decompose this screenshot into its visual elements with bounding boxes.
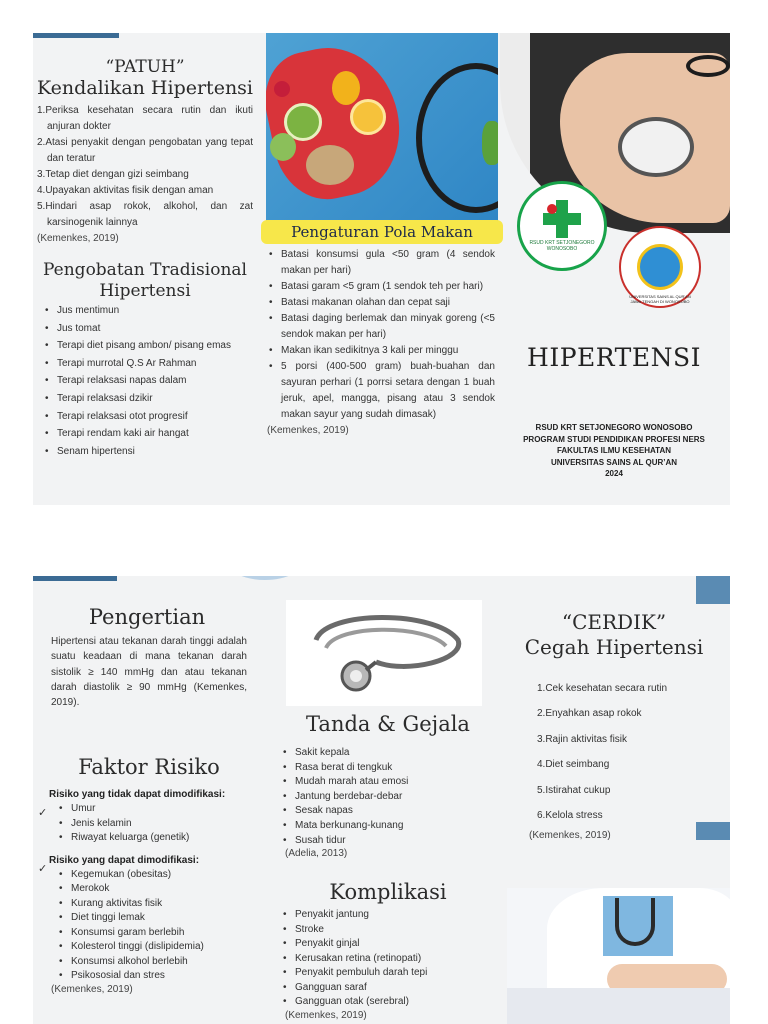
patuh-panel [37,57,253,460]
gauge-icon [618,117,694,177]
list-item: • Sesak napas [281,804,495,819]
potato-shape [306,145,354,185]
reference: (Kemenkes, 2019) [529,830,611,842]
cabbage-shape [270,133,296,161]
faktor-group1-label: Risiko yang tidak dapat dimodifikasi: [49,789,226,800]
list-item: • Diet tinggi lemak [57,911,257,926]
pengertian-body: Hipertensi atau tekanan darah tinggi adalah suatu keadaan di mana tekanan darah sistolik ≥ 140 mmHg dan atau tekanan darah diastolik ≥ 90 mmHg (Kemenkes, 2019). [51,636,247,709]
list-item: • Konsumsi garam berlebih [57,926,257,941]
tradisional-subtitle: Hipertensi [99,281,191,301]
reference: (Kemenkes, 2019) [267,425,349,436]
cerdik-title: “CERDIK” [561,610,667,634]
accent-bar [33,576,117,581]
list-item: • Senam hipertensi [43,443,253,461]
list-item: 6.Kelola stress [537,810,603,822]
faktor-group1-list [41,802,257,846]
list-item: • Makan ikan sedikitnya 3 kali per minggu [267,343,495,359]
apple-shape [482,121,498,165]
list-item: 2.Enyahkan asap rokok [537,708,642,720]
reference: (Kemenkes, 2019) [37,233,119,244]
list-item: 5.Istirahat cukup [537,784,611,796]
gejala-list [281,746,495,848]
faktor-group2-list [41,868,257,984]
healthy-food-image [266,33,498,221]
faktor-title: Faktor Risiko [78,755,220,779]
check-icon: ✓ [38,807,48,819]
check-icon: ✓ [38,863,48,875]
accent-bar [33,33,119,38]
list-item: • Kegemukan (obesitas) [57,868,257,883]
list-item: • Kerusakan retina (retinopati) [281,952,495,967]
cerdik-subtitle: Cegah Hipertensi [524,635,704,659]
list-item: • Jantung berdebar-debar [281,790,495,805]
list-item: • Gangguan otak (serebral) [281,995,495,1010]
reference: (Adelia, 2013) [285,848,348,860]
list-item: • Gangguan saraf [281,981,495,996]
list-item: 4.Upayakan aktivitas fisik dengan aman [37,185,214,196]
reference: (Kemenkes, 2019) [285,1009,367,1021]
decor-square [696,576,730,604]
desk-shape [507,988,730,1024]
pola-makan-banner: Pengaturan Pola Makan [261,220,503,244]
list-item: 1.Periksa kesehatan secara rutin dan ikuti anjuran dokter [37,105,253,132]
unsiq-logo-text: UNIVERSITAS SAINS AL QUR'AN JAWA TENGAH DI WONOSOBO [629,294,691,304]
pengertian-title: Pengertian [88,605,206,629]
institution-line: UNIVERSITAS SAINS AL QUR’AN [550,457,678,467]
list-item: 2.Atasi penyakit dengan pengobatan yang tepat dan teratur [37,137,253,164]
list-item: • Merokok [57,882,257,897]
list-item: 3.Tetap diet dengan gizi seimbang [37,169,189,180]
lemon-shape [350,99,386,135]
patuh-subtitle: Kendalikan Hipertensi [37,77,254,99]
list-item: • Jenis kelamin [57,817,257,832]
list-item: • Kurang aktivitas fisik [57,897,257,912]
list-item: • Batasi garam <5 gram (1 sendok teh per hari) [267,279,495,295]
pola-makan-list [267,247,495,423]
stethoscope-icon [615,898,655,946]
doctor-photo [507,888,730,1024]
list-item: • Terapi relaksasi dzikir [43,390,253,408]
list-item: 3.Rajin aktivitas fisik [537,733,628,745]
decor-circle [225,576,305,580]
list-item: • Terapi diet pisang ambon/ pisang emas [43,337,253,355]
brochure-inner-side [33,576,730,1024]
brochure-outer-side [33,33,730,505]
list-item: • Penyakit pembuluh darah tepi [281,966,495,981]
list-item: • Mata berkunang-kunang [281,819,495,834]
patuh-list [37,103,253,231]
komplikasi-title: Komplikasi [329,880,447,904]
komplikasi-list [281,908,495,1010]
list-item: • Riwayat keluarga (genetik) [57,831,257,846]
cross-icon [543,200,581,238]
list-item: • Terapi murrotal Q.S Ar Rahman [43,355,253,373]
list-item: • Penyakit ginjal [281,937,495,952]
list-item: • Rasa berat di tengkuk [281,761,495,776]
list-item: 5.Hindari asap rokok, alkohol, dan zat karsinogenik lainnya [37,201,253,228]
patuh-title: “PATUH” [105,57,185,77]
list-item: 4.Diet seimbang [537,759,610,771]
unsiq-logo [619,226,701,308]
stethoscope-icon [286,600,482,706]
list-item: • Batasi konsumsi gula <50 gram (4 sendok makan per hari) [267,247,495,279]
bulb-tube-shape [686,55,730,77]
cerdik-list [507,676,721,828]
faktor-panel [41,754,257,995]
list-item: • Batasi daging berlemak dan minyak goreng (<5 sendok makan per hari) [267,311,495,343]
gejala-title: Tanda & Gejala [306,712,470,736]
institution-block [498,422,730,480]
pengertian-panel [47,604,247,710]
komplikasi-panel [281,878,495,1021]
emblem-shape [637,244,683,290]
gejala-panel [281,710,495,859]
rsud-logo [517,181,607,271]
stethoscope-image [286,600,482,706]
list-item: • Batasi makanan olahan dan cepat saji [267,295,495,311]
list-item: • Sakit kepala [281,746,495,761]
faktor-group2-label: Risiko yang dapat dimodifikasi: [49,854,200,866]
institution-line: 2024 [605,469,623,478]
list-item: • Stroke [281,923,495,938]
list-item: • 5 porsi (400-500 gram) buah-buahan dan sayuran perhari (1 porrsi setara dengan 1 buah jeruk, apel, mangga, pisang atau 3 sendok makan sayur yang sudah dimasak) [267,359,495,423]
list-item: • Konsumsi alkohol berlebih [57,955,257,970]
list-item: • Jus tomat [43,320,253,338]
tradisional-title: Pengobatan Tradisional [43,260,247,280]
list-item: • Susah tidur [281,834,495,849]
list-item: • Mudah marah atau emosi [281,775,495,790]
cerdik-panel [507,610,721,841]
list-item: • Terapi rendam kaki air hangat [43,425,253,443]
pola-makan-panel [267,247,495,436]
reference: (Kemenkes, 2019) [51,983,133,995]
institution-line: FAKULTAS ILMU KESEHATAN [556,446,672,455]
list-item: • Kolesterol tinggi (dislipidemia) [57,940,257,955]
list-item: • Umur [57,802,257,817]
rsud-logo-text: RSUD KRT SETJONEGORO WONOSOBO [529,240,595,252]
list-item: • Psikososial dan stres [57,969,257,984]
tradisional-list [37,302,253,460]
list-item: 1.Cek kesehatan secara rutin [537,683,668,694]
cover-title: HIPERTENSI [527,343,701,372]
list-item: • Penyakit jantung [281,908,495,923]
cherry-shape [274,81,290,97]
list-item: • Terapi relaksasi otot progresif [43,408,253,426]
institution-line: RSUD KRT SETJONEGORO WONOSOBO [535,423,693,432]
institution-line: PROGRAM STUDI PENDIDIKAN PROFESI NERS [523,434,705,444]
pepper-shape [332,71,360,105]
list-item: • Terapi relaksasi napas dalam [43,372,253,390]
list-item: • Jus mentimun [43,302,253,320]
